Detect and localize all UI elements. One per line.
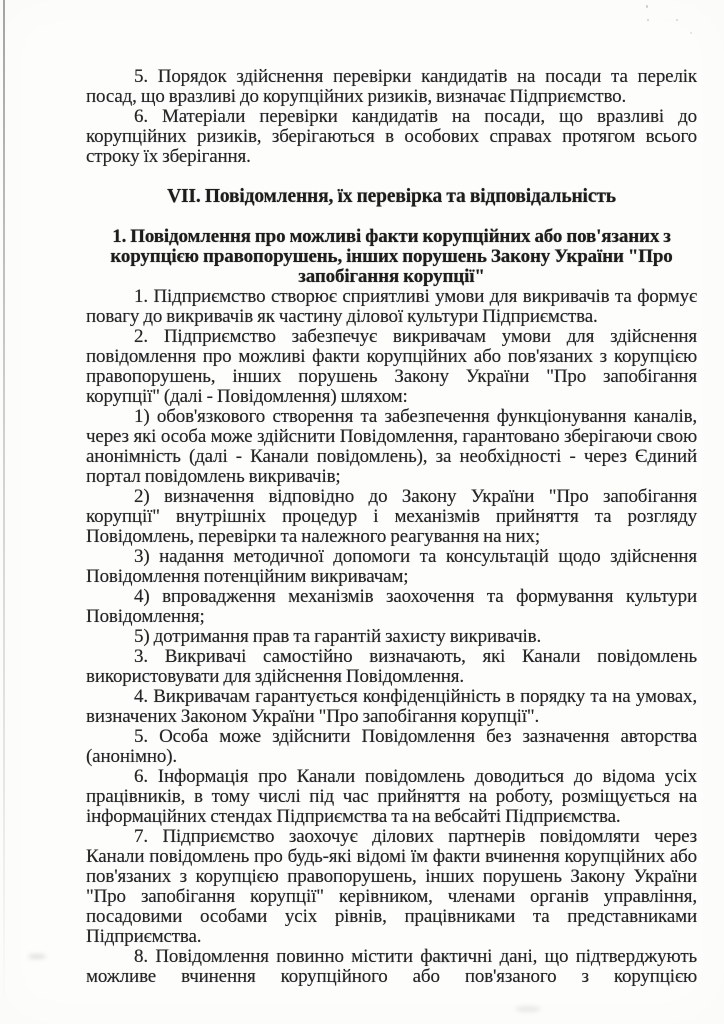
scan-speck [647, 19, 649, 21]
subitem-3-methodical-help: 3) надання методичної допомоги та консультацій щодо здійснення Повідомлення потенційним викривачам; [86, 546, 697, 587]
scan-speck [690, 32, 692, 34]
subsection-heading-reports [86, 227, 697, 287]
paragraph-6-channels-information: 6. Інформація про Канали повідомлень доводиться до відома усіх працівників, в тому числі під час прийняття на роботу, розміщується на інформаційних стендах Підприємства та на вебсайті Підприємства. [86, 766, 697, 827]
paragraph-2-reporting-conditions: 2. Підприємство забезпечує викривачам умови для здійснення повідомлення про можливі факти корупційних або пов'язаних з корупцією правопорушень, інших порушень Закону України "Про запобігання корупції" (далі - Повідомлення) шляхом: [86, 326, 697, 407]
scan-smudge [515, 1006, 541, 1012]
scan-smudge [28, 954, 46, 959]
paragraph-7-business-partners: 7. Підприємство заохочує ділових партнерів повідомляти через Канали повідомлень про будь-які відомі їм факти вчинення корупційних або пов'язаних з корупцією правопорушень, інших порушень Закону України "Про запобігання корупції" керівником, членами органів управління, посадовими особами усіх рівнів, працівниками та представниками Підприємства. [86, 826, 697, 947]
paragraph-4-confidentiality: 4. Викривачам гарантується конфіденційність в порядку та на умовах, визначених Законом України "Про запобігання корупції". [86, 686, 697, 727]
document-content [86, 67, 697, 987]
paragraph-check-materials-storage: 6. Матеріали перевірки кандидатів на посади, що вразливі до корупційних ризиків, зберігаються в особових справах протягом всього строку їх зберігання. [86, 106, 697, 167]
paragraph-5-anonymous-reports: 5. Особа може здійснити Повідомлення без зазначення авторства (анонімно). [86, 726, 697, 767]
paragraph-8-factual-data: 8. Повідомлення повинно містити фактичні дані, що підтверджують можливе вчинення корупційного або пов'язаного з корупцією [86, 946, 697, 987]
scan-speck [646, 5, 648, 8]
subitem-5-whistleblower-rights: 5) дотримання прав та гарантій захисту викривачів. [134, 626, 542, 647]
subsection-heading-line-2: корупцією правопорушень, інших порушень Закону України "Про [110, 246, 673, 267]
scan-speck [676, 19, 678, 21]
subitem-4-incentive-mechanisms: 4) впровадження механізмів заохочення та формування культури Повідомлення; [86, 586, 697, 627]
scan-edge-artifact [3, 0, 5, 1012]
subitem-2-internal-procedures: 2) визначення відповідно до Закону України "Про запобігання корупції" внутрішніх процедур і механізмів прийняття та розгляду Повідомлень, перевірки та належного реагування на них; [86, 486, 697, 547]
subsection-heading-line-1: 1. Повідомлення про можливі факти корупційних або пов'язаних з [112, 226, 671, 247]
subitem-1-report-channels: 1) обов'язкового створення та забезпечення функціонування каналів, через які особа може здійснити Повідомлення, гарантовано зберігаючи свою анонімність (далі - Канали повідомлень), за необхідності - через Єдиний портал повідомлень викривачів; [86, 406, 697, 487]
section-heading-vii: VII. Повідомлення, їх перевірка та відповідальність [167, 186, 616, 207]
paragraph-3-channel-choice: 3. Викривачі самостійно визначають, які Канали повідомлень використовувати для здійснення Повідомлення. [86, 646, 697, 687]
subsection-heading-line-3: запобігання корупції" [298, 266, 485, 287]
paragraph-candidate-check-procedure: 5. Порядок здійснення перевірки кандидатів на посади та перелік посад, що вразливі до корупційних ризиків, визначає Підприємство. [86, 66, 697, 107]
paragraph-1-favorable-conditions: 1. Підприємство створює сприятливі умови для викривачів та формує повагу до викривачів як частину ділової культури Підприємства. [86, 286, 697, 327]
